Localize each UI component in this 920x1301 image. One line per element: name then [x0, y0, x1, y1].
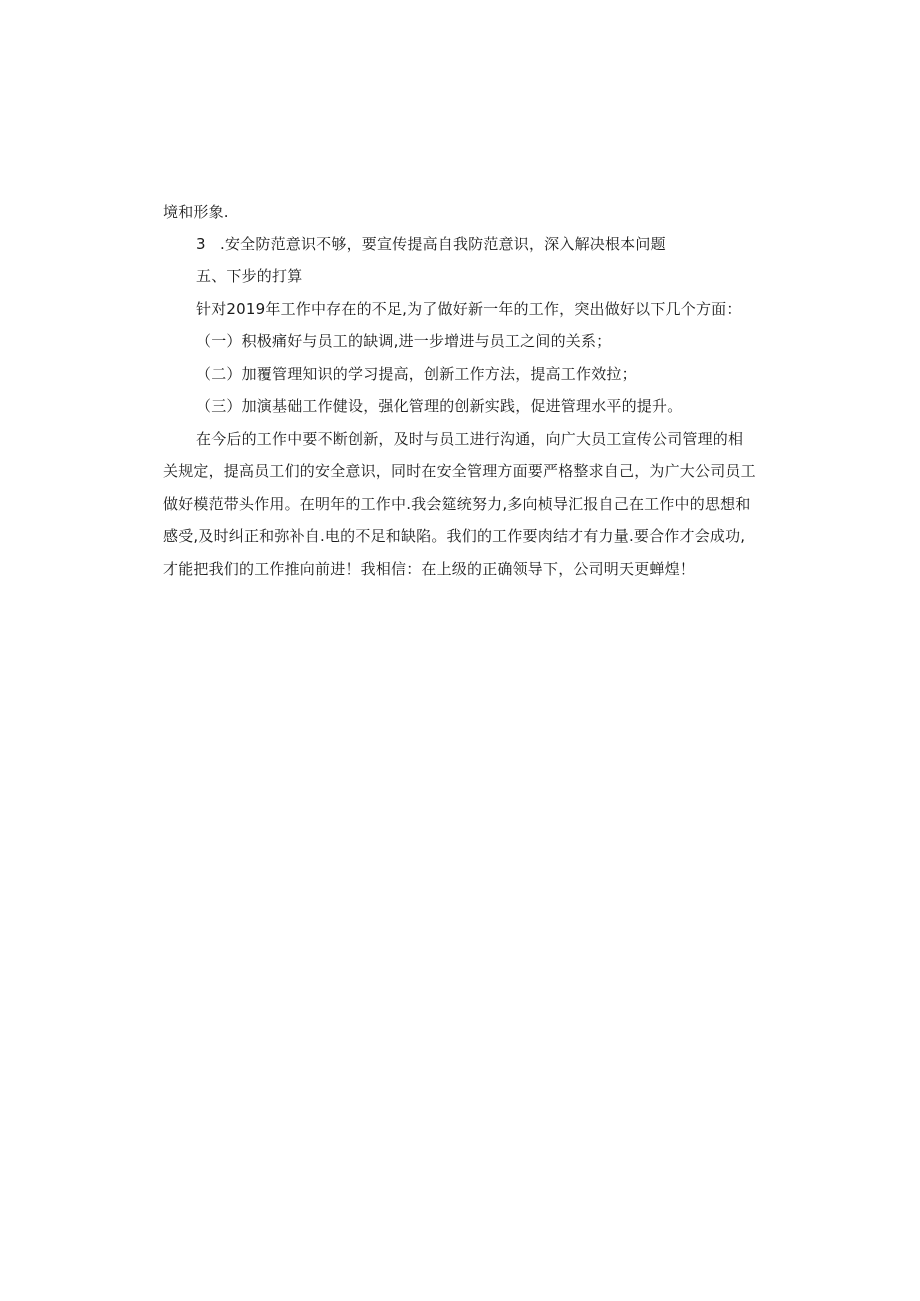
closing-paragraph-line: 在今后的工作中要不断创新，及时与员工进行沟通，向广大员工宣传公司管理的相 — [196, 430, 744, 448]
closing-paragraph-line: 才能把我们的工作推向前进！我相信：在上级的正确领导下，公司明天更蝉煌！ — [163, 560, 696, 578]
section-heading: 五、下步的打算 — [196, 267, 303, 285]
list-item-text: .安全防范意识不够，要宣传提高自我防范意识，深入解决根本问题 — [220, 235, 666, 253]
closing-paragraph-line: 做好模范带头作用。在明年的工作中.我会筵统努力,多向桢导汇报自己在工作中的思想和 — [163, 495, 751, 513]
intro-paragraph: 针对2019年工作中存在的不足,为了做好新一年的工作，突出做好以下几个方面： — [196, 300, 742, 318]
closing-paragraph-line: 关规定，提高员工们的安全意识，同时在安全管理方面要严格整求自己，为广大公司员工 — [163, 462, 756, 480]
text-line-continuation: 境和形象. — [163, 203, 229, 221]
closing-paragraph-line: 感受,及时纠正和弥补自.电的不足和缺陷。我们的工作要肉结才有力量.要合作才会成功, — [163, 527, 746, 545]
plan-point-1: （一）积极痛好与员工的缺调,进一步增进与员工之间的关系； — [196, 332, 612, 350]
plan-point-3: （三）加演基础工作健设，强化管理的创新实践，促进管理水平的提升。 — [196, 397, 683, 415]
plan-point-2: （二）加覆管理知识的学习提高，创新工作方法，提高工作效拉； — [196, 365, 637, 383]
list-item-number: 3 — [196, 235, 206, 253]
list-item-3 — [196, 234, 666, 254]
